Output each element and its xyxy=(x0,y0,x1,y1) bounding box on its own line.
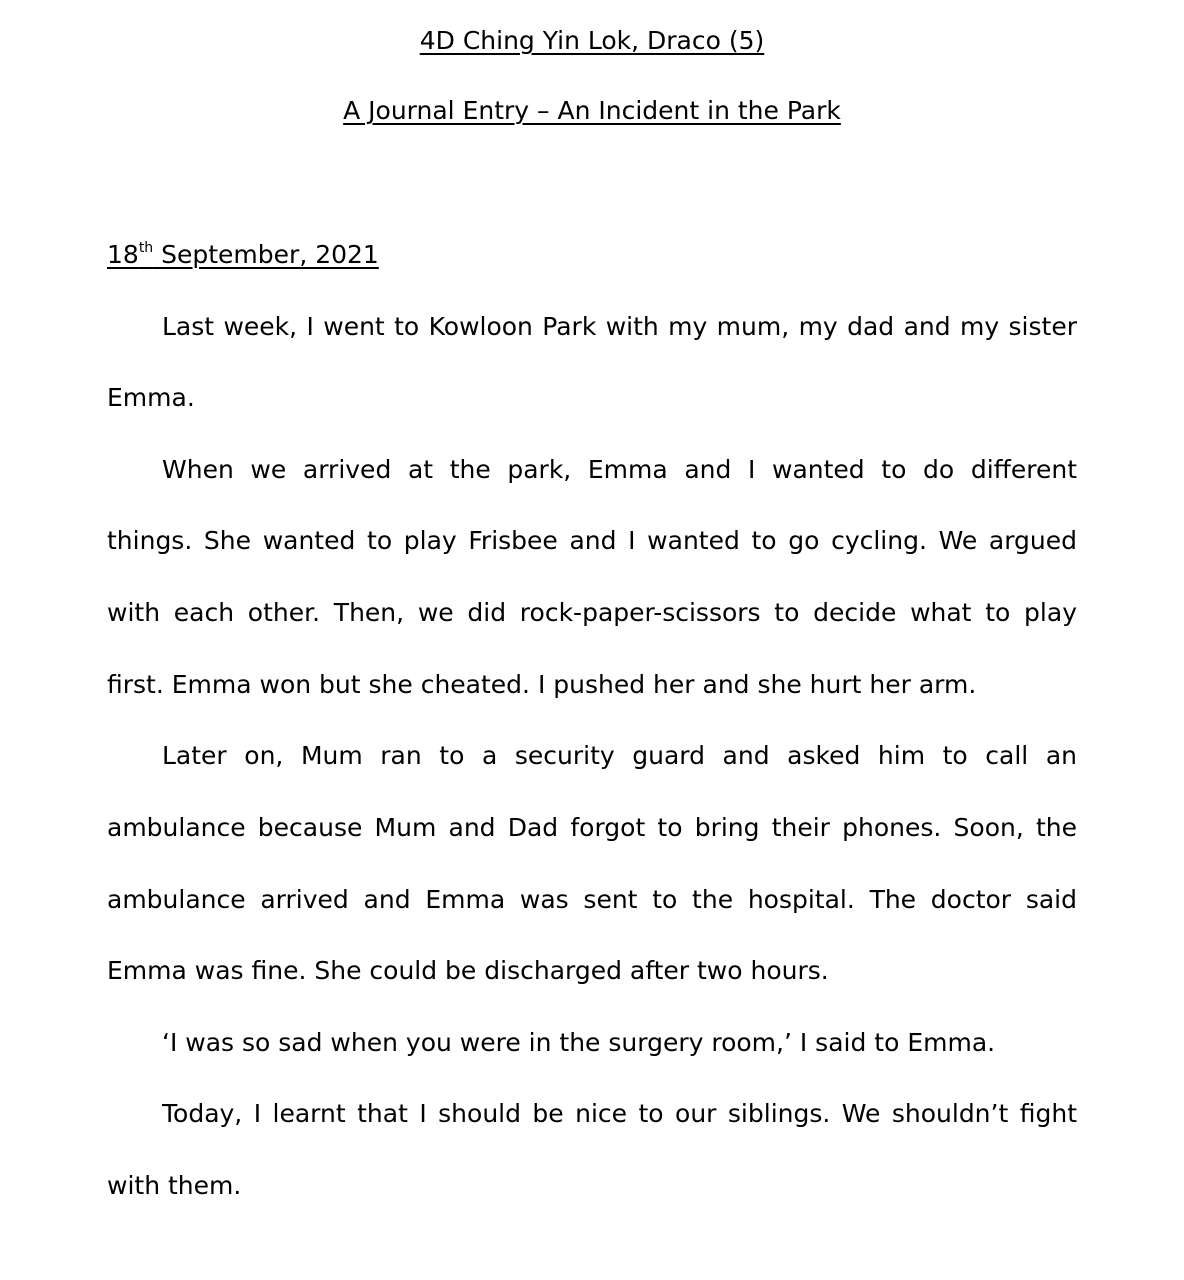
paragraph-3-line-3: ambulance arrived and Emma was sent to the hospital. The doctor said xyxy=(107,885,1077,914)
author-heading xyxy=(0,26,1184,56)
paragraph-2-line-3: with each other. Then, we did rock-paper-scissors to decide what to play xyxy=(107,598,1077,627)
paragraph-2-line-1: When we arrived at the park, Emma and I wanted to do different xyxy=(162,455,1077,484)
paragraph-3-line-4: Emma was fine. She could be discharged after two hours. xyxy=(107,956,829,985)
paragraph-1-line-1: Last week, I went to Kowloon Park with my mum, my dad and my sister xyxy=(162,312,1077,341)
paragraph-3-line-1: Later on, Mum ran to a security guard and asked him to call an xyxy=(162,741,1077,770)
title-heading xyxy=(0,96,1184,126)
paragraph-5-line-2: with them. xyxy=(107,1171,242,1200)
paragraph-2-line-2: things. She wanted to play Frisbee and I wanted to go cycling. We argued xyxy=(107,526,1077,555)
date-day: 18 xyxy=(107,240,139,269)
author-name: 4D Ching Yin Lok, Draco (5) xyxy=(419,26,765,55)
date-suffix: th xyxy=(138,240,154,256)
paragraph-1-line-2: Emma. xyxy=(107,383,195,412)
journal-title: A Journal Entry – An Incident in the Park xyxy=(343,96,841,125)
paragraph-3-line-2: ambulance because Mum and Dad forgot to bring their phones. Soon, the xyxy=(107,813,1077,842)
paragraph-2-line-4: first. Emma won but she cheated. I pushed her and she hurt her arm. xyxy=(107,670,977,699)
entry-date xyxy=(107,240,379,270)
paragraph-5-line-1: Today, I learnt that I should be nice to our siblings. We shouldn’t fight xyxy=(162,1099,1077,1128)
date-rest: September, 2021 xyxy=(153,240,379,269)
paragraph-4-line-1: ‘I was so sad when you were in the surgery room,’ I said to Emma. xyxy=(162,1028,996,1057)
